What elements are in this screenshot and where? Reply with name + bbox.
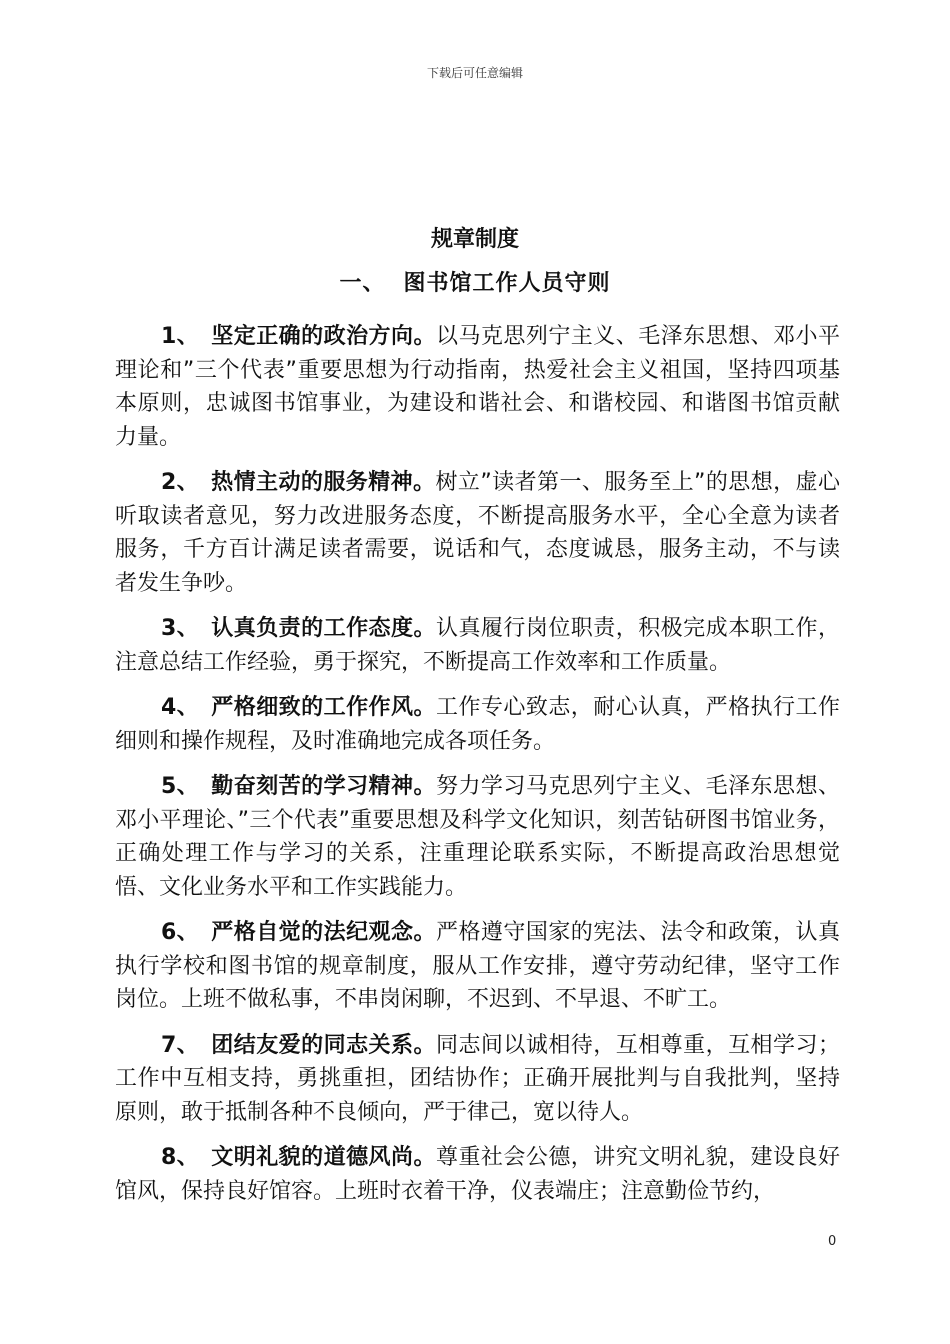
rule-body: 尊重社会公德，讲究文明礼貌，建设良好馆风，保持良好馆容。上班时衣着干净，仪表端庄；注意勤俭节约，: [115, 1145, 840, 1204]
rule-heading: 严格细致的工作作风。: [211, 695, 436, 720]
header-note: 下载后可任意编辑: [426, 66, 523, 80]
rule-number: 4、: [161, 695, 200, 720]
rule-number: 6、: [161, 920, 200, 945]
rule-body: 树立”读者第一、服务至上”的思想，虚心听取读者意见，努力改进服务态度，不断提高服务水平，全心全意为读者服务，千方百计满足读者需要，说话和气，态度诚恳，服务主动，不与读者发生争吵。: [115, 470, 840, 596]
rule-item: [115, 691, 840, 758]
rule-heading: 文明礼貌的道德风尚。: [211, 1145, 436, 1170]
rule-item: [115, 1141, 840, 1208]
rule-item: [115, 320, 840, 454]
rule-number: 8、: [161, 1145, 200, 1170]
rule-heading: 热情主动的服务精神。: [211, 470, 436, 495]
rule-number: 7、: [161, 1032, 200, 1058]
section-number: 一、: [339, 271, 386, 296]
rule-number: 5、: [161, 774, 200, 799]
section-title-text: 图书馆工作人员守则: [403, 271, 611, 296]
rule-body: 认真履行岗位职责，积极完成本职工作，注意总结工作经验，勇于探究，不断提高工作效率和工作质量。: [115, 616, 840, 675]
document-title: 规章制度: [430, 227, 519, 252]
rule-number: 3、: [161, 616, 200, 641]
rule-heading: 团结友爱的同志关系。: [211, 1032, 436, 1058]
rule-heading: 坚定正确的政治方向。: [211, 324, 436, 349]
rules-list: [115, 320, 840, 1220]
rule-body: 以马克思列宁主义、毛泽东思想、邓小平理论和”三个代表”重要思想为行动指南，热爱社会主义祖国，坚持四项基本原则，忠诚图书馆事业，为建设和谐社会、和谐校园、和谐图书馆贡献力量。: [115, 324, 840, 450]
page-number: 0: [828, 1234, 837, 1249]
rule-item: [115, 916, 840, 1017]
rule-item: [115, 612, 840, 679]
rule-body: 严格遵守国家的宪法、法令和政策，认真执行学校和图书馆的规章制度，服从工作安排，遵守劳动纪律，坚守工作岗位。上班不做私事，不串岗闲聊，不迟到、不早退、不旷工。: [115, 920, 840, 1012]
rule-body: 同志间以诚相待，互相尊重，互相学习；工作中互相支持，勇挑重担，团结协作；正确开展批判与自我批判，坚持原则，敢于抵制各种不良倾向，严于律己，宽以待人。: [115, 1032, 840, 1125]
rule-item: [115, 466, 840, 600]
rule-heading: 认真负责的工作态度。: [211, 616, 436, 641]
rule-heading: 勤奋刻苦的学习精神。: [211, 774, 436, 799]
section-title: [0, 266, 950, 297]
rule-item: [115, 770, 840, 904]
rule-heading: 严格自觉的法纪观念。: [211, 920, 436, 945]
rule-item: [115, 1029, 840, 1130]
rule-number: 2、: [161, 470, 200, 495]
rule-number: 1、: [161, 324, 200, 349]
rule-body: 努力学习马克思列宁主义、毛泽东思想、邓小平理论、”三个代表”重要思想及科学文化知识，刻苦钻研图书馆业务，正确处理工作与学习的关系，注重理论联系实际，不断提高政治思想觉悟、文化业务水平和工作实践能力。: [115, 774, 840, 900]
rule-body: 工作专心致志，耐心认真，严格执行工作细则和操作规程，及时准确地完成各项任务。: [115, 695, 840, 754]
